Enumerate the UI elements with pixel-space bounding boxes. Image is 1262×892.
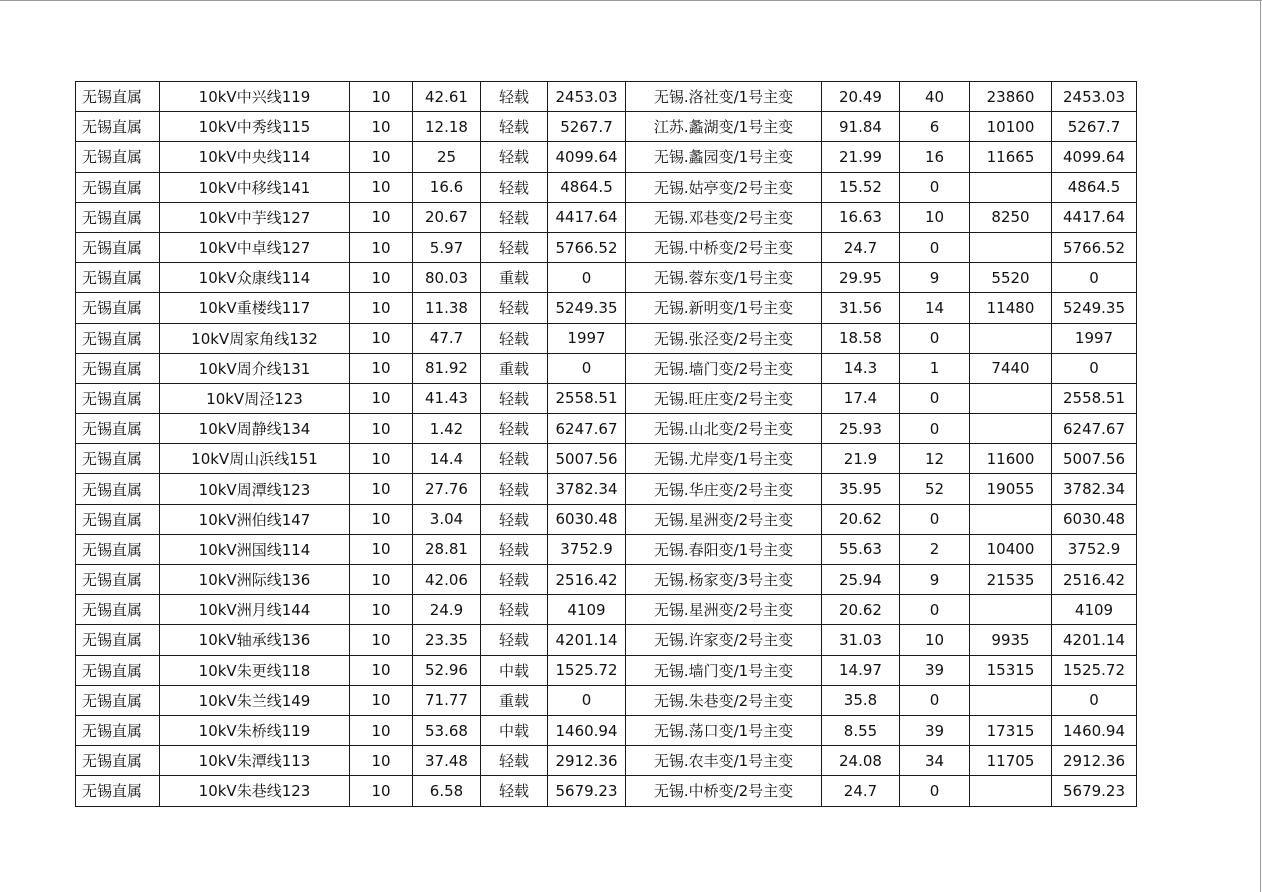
transformer-load-rate-cell: 14.97 [822, 655, 900, 685]
unit-cell: 无锡直属 [76, 715, 160, 745]
transformer-load-rate-cell: 21.99 [822, 142, 900, 172]
transformer-load-rate-cell: 35.8 [822, 685, 900, 715]
available-capacity-cell: 5249.35 [548, 293, 626, 323]
line-name-cell: 10kV朱潭线113 [160, 746, 350, 776]
voltage-cell: 10 [350, 142, 413, 172]
voltage-cell: 10 [350, 353, 413, 383]
line-name-cell: 10kV中卓线127 [160, 232, 350, 262]
unit-cell: 无锡直属 [76, 383, 160, 413]
line-name-cell: 10kV周潭线123 [160, 474, 350, 504]
load-rate-cell: 1.42 [413, 414, 481, 444]
transformer-cell: 无锡.杨家变/3号主变 [626, 565, 822, 595]
transformer-cell: 无锡.星洲变/2号主变 [626, 595, 822, 625]
table-row [76, 383, 1137, 413]
transformer-load-rate-cell: 91.84 [822, 112, 900, 142]
unit-cell: 无锡直属 [76, 293, 160, 323]
voltage-cell: 10 [350, 474, 413, 504]
unit-cell: 无锡直属 [76, 414, 160, 444]
transformer-load-rate-cell: 17.4 [822, 383, 900, 413]
remaining-capacity-cell: 1460.94 [1052, 715, 1137, 745]
available-capacity-cell: 2558.51 [548, 383, 626, 413]
unit-cell: 无锡直属 [76, 625, 160, 655]
load-status-cell: 重载 [481, 263, 548, 293]
count-cell: 39 [900, 715, 970, 745]
count-cell: 10 [900, 625, 970, 655]
table-row [76, 474, 1137, 504]
transformer-cell: 无锡.中桥变/2号主变 [626, 232, 822, 262]
unit-cell: 无锡直属 [76, 655, 160, 685]
transformer-load-rate-cell: 20.62 [822, 504, 900, 534]
table-row [76, 353, 1137, 383]
remaining-capacity-cell: 4201.14 [1052, 625, 1137, 655]
load-status-cell: 轻载 [481, 444, 548, 474]
table-row [76, 565, 1137, 595]
capacity-cell: 8250 [970, 202, 1052, 232]
load-rate-cell: 16.6 [413, 172, 481, 202]
voltage-cell: 10 [350, 202, 413, 232]
transformer-load-rate-cell: 31.56 [822, 293, 900, 323]
remaining-capacity-cell: 4099.64 [1052, 142, 1137, 172]
table-row [76, 685, 1137, 715]
table-row [76, 655, 1137, 685]
voltage-cell: 10 [350, 595, 413, 625]
remaining-capacity-cell: 0 [1052, 685, 1137, 715]
load-rate-cell: 42.61 [413, 82, 481, 112]
capacity-cell: 9935 [970, 625, 1052, 655]
remaining-capacity-cell: 2558.51 [1052, 383, 1137, 413]
transformer-cell: 无锡.春阳变/1号主变 [626, 534, 822, 564]
transformer-cell: 无锡.姑亭变/2号主变 [626, 172, 822, 202]
remaining-capacity-cell: 1525.72 [1052, 655, 1137, 685]
line-name-cell: 10kV朱兰线149 [160, 685, 350, 715]
load-status-cell: 轻载 [481, 383, 548, 413]
line-name-cell: 10kV周山浜线151 [160, 444, 350, 474]
load-status-cell: 轻载 [481, 293, 548, 323]
table-row [76, 504, 1137, 534]
line-name-cell: 10kV轴承线136 [160, 625, 350, 655]
transformer-cell: 无锡.中桥变/2号主变 [626, 776, 822, 806]
remaining-capacity-cell: 0 [1052, 353, 1137, 383]
line-name-cell: 10kV朱桥线119 [160, 715, 350, 745]
voltage-cell: 10 [350, 82, 413, 112]
transformer-load-rate-cell: 14.3 [822, 353, 900, 383]
count-cell: 9 [900, 263, 970, 293]
remaining-capacity-cell: 2453.03 [1052, 82, 1137, 112]
load-rate-cell: 24.9 [413, 595, 481, 625]
remaining-capacity-cell: 3752.9 [1052, 534, 1137, 564]
unit-cell: 无锡直属 [76, 232, 160, 262]
available-capacity-cell: 1525.72 [548, 655, 626, 685]
line-name-cell: 10kV洲际线136 [160, 565, 350, 595]
count-cell: 16 [900, 142, 970, 172]
voltage-cell: 10 [350, 746, 413, 776]
available-capacity-cell: 4864.5 [548, 172, 626, 202]
available-capacity-cell: 0 [548, 685, 626, 715]
voltage-cell: 10 [350, 715, 413, 745]
voltage-cell: 10 [350, 776, 413, 806]
remaining-capacity-cell: 1997 [1052, 323, 1137, 353]
transformer-load-rate-cell: 21.9 [822, 444, 900, 474]
load-status-cell: 轻载 [481, 534, 548, 564]
table-row [76, 112, 1137, 142]
remaining-capacity-cell: 5766.52 [1052, 232, 1137, 262]
load-rate-cell: 14.4 [413, 444, 481, 474]
voltage-cell: 10 [350, 383, 413, 413]
voltage-cell: 10 [350, 293, 413, 323]
load-status-cell: 轻载 [481, 625, 548, 655]
line-name-cell: 10kV洲伯线147 [160, 504, 350, 534]
count-cell: 0 [900, 776, 970, 806]
load-rate-cell: 53.68 [413, 715, 481, 745]
available-capacity-cell: 5679.23 [548, 776, 626, 806]
unit-cell: 无锡直属 [76, 112, 160, 142]
load-status-cell: 重载 [481, 685, 548, 715]
count-cell: 52 [900, 474, 970, 504]
load-rate-cell: 52.96 [413, 655, 481, 685]
unit-cell: 无锡直属 [76, 323, 160, 353]
voltage-cell: 10 [350, 414, 413, 444]
available-capacity-cell: 6030.48 [548, 504, 626, 534]
line-name-cell: 10kV重楼线117 [160, 293, 350, 323]
load-status-cell: 轻载 [481, 474, 548, 504]
load-rate-cell: 71.77 [413, 685, 481, 715]
count-cell: 14 [900, 293, 970, 323]
transformer-cell: 无锡.农丰变/1号主变 [626, 746, 822, 776]
load-status-cell: 中载 [481, 655, 548, 685]
voltage-cell: 10 [350, 232, 413, 262]
transformer-load-rate-cell: 35.95 [822, 474, 900, 504]
transformer-cell: 无锡.许家变/2号主变 [626, 625, 822, 655]
unit-cell: 无锡直属 [76, 565, 160, 595]
table-row [76, 595, 1137, 625]
available-capacity-cell: 4417.64 [548, 202, 626, 232]
unit-cell: 无锡直属 [76, 202, 160, 232]
transformer-cell: 无锡.山北变/2号主变 [626, 414, 822, 444]
remaining-capacity-cell: 5679.23 [1052, 776, 1137, 806]
transformer-cell: 无锡.新明变/1号主变 [626, 293, 822, 323]
load-status-cell: 轻载 [481, 504, 548, 534]
capacity-cell: 21535 [970, 565, 1052, 595]
count-cell: 0 [900, 414, 970, 444]
available-capacity-cell: 1997 [548, 323, 626, 353]
available-capacity-cell: 0 [548, 353, 626, 383]
transformer-load-rate-cell: 20.49 [822, 82, 900, 112]
line-name-cell: 10kV洲月线144 [160, 595, 350, 625]
transformer-cell: 无锡.华庄变/2号主变 [626, 474, 822, 504]
table-row [76, 414, 1137, 444]
load-rate-cell: 5.97 [413, 232, 481, 262]
load-status-cell: 轻载 [481, 82, 548, 112]
load-status-cell: 轻载 [481, 746, 548, 776]
available-capacity-cell: 1460.94 [548, 715, 626, 745]
table-row [76, 142, 1137, 172]
load-rate-cell: 41.43 [413, 383, 481, 413]
transformer-cell: 无锡.星洲变/2号主变 [626, 504, 822, 534]
table-row [76, 746, 1137, 776]
capacity-cell [970, 685, 1052, 715]
load-status-cell: 轻载 [481, 142, 548, 172]
capacity-cell: 10100 [970, 112, 1052, 142]
count-cell: 0 [900, 685, 970, 715]
feeder-load-table [75, 81, 1137, 807]
voltage-cell: 10 [350, 444, 413, 474]
load-rate-cell: 20.67 [413, 202, 481, 232]
load-rate-cell: 11.38 [413, 293, 481, 323]
remaining-capacity-cell: 2912.36 [1052, 746, 1137, 776]
transformer-load-rate-cell: 15.52 [822, 172, 900, 202]
table-row [76, 715, 1137, 745]
count-cell: 40 [900, 82, 970, 112]
capacity-cell [970, 595, 1052, 625]
capacity-cell [970, 414, 1052, 444]
transformer-cell: 无锡.蠡园变/1号主变 [626, 142, 822, 172]
line-name-cell: 10kV周静线134 [160, 414, 350, 444]
capacity-cell [970, 504, 1052, 534]
transformer-load-rate-cell: 24.7 [822, 776, 900, 806]
remaining-capacity-cell: 4109 [1052, 595, 1137, 625]
capacity-cell: 15315 [970, 655, 1052, 685]
available-capacity-cell: 2453.03 [548, 82, 626, 112]
unit-cell: 无锡直属 [76, 595, 160, 625]
transformer-load-rate-cell: 25.93 [822, 414, 900, 444]
line-name-cell: 10kV洲国线114 [160, 534, 350, 564]
transformer-cell: 江苏.蠡湖变/1号主变 [626, 112, 822, 142]
transformer-load-rate-cell: 55.63 [822, 534, 900, 564]
voltage-cell: 10 [350, 625, 413, 655]
transformer-cell: 无锡.朱巷变/2号主变 [626, 685, 822, 715]
count-cell: 39 [900, 655, 970, 685]
capacity-cell: 5520 [970, 263, 1052, 293]
available-capacity-cell: 2516.42 [548, 565, 626, 595]
voltage-cell: 10 [350, 263, 413, 293]
line-name-cell: 10kV中芋线127 [160, 202, 350, 232]
capacity-cell: 7440 [970, 353, 1052, 383]
load-status-cell: 轻载 [481, 202, 548, 232]
capacity-cell: 17315 [970, 715, 1052, 745]
count-cell: 10 [900, 202, 970, 232]
capacity-cell: 11480 [970, 293, 1052, 323]
available-capacity-cell: 3752.9 [548, 534, 626, 564]
table-row [76, 172, 1137, 202]
table-row [76, 82, 1137, 112]
remaining-capacity-cell: 3782.34 [1052, 474, 1137, 504]
remaining-capacity-cell: 5249.35 [1052, 293, 1137, 323]
count-cell: 34 [900, 746, 970, 776]
count-cell: 0 [900, 595, 970, 625]
capacity-cell [970, 323, 1052, 353]
line-name-cell: 10kV周泾123 [160, 383, 350, 413]
unit-cell: 无锡直属 [76, 746, 160, 776]
transformer-cell: 无锡.张泾变/2号主变 [626, 323, 822, 353]
count-cell: 0 [900, 504, 970, 534]
table-row [76, 202, 1137, 232]
table-row [76, 534, 1137, 564]
transformer-load-rate-cell: 24.7 [822, 232, 900, 262]
count-cell: 0 [900, 323, 970, 353]
page-right-border [1260, 0, 1261, 892]
capacity-cell [970, 232, 1052, 262]
available-capacity-cell: 4099.64 [548, 142, 626, 172]
count-cell: 9 [900, 565, 970, 595]
transformer-cell: 无锡.邓巷变/2号主变 [626, 202, 822, 232]
voltage-cell: 10 [350, 504, 413, 534]
remaining-capacity-cell: 5267.7 [1052, 112, 1137, 142]
transformer-cell: 无锡.蓉东变/1号主变 [626, 263, 822, 293]
remaining-capacity-cell: 4417.64 [1052, 202, 1137, 232]
unit-cell: 无锡直属 [76, 504, 160, 534]
unit-cell: 无锡直属 [76, 685, 160, 715]
remaining-capacity-cell: 4864.5 [1052, 172, 1137, 202]
load-rate-cell: 25 [413, 142, 481, 172]
capacity-cell: 23860 [970, 82, 1052, 112]
transformer-load-rate-cell: 8.55 [822, 715, 900, 745]
count-cell: 0 [900, 383, 970, 413]
unit-cell: 无锡直属 [76, 444, 160, 474]
available-capacity-cell: 4201.14 [548, 625, 626, 655]
count-cell: 1 [900, 353, 970, 383]
table-row [76, 293, 1137, 323]
capacity-cell: 10400 [970, 534, 1052, 564]
page-top-border [0, 0, 1262, 1]
line-name-cell: 10kV中移线141 [160, 172, 350, 202]
line-name-cell: 10kV朱更线118 [160, 655, 350, 685]
available-capacity-cell: 5007.56 [548, 444, 626, 474]
unit-cell: 无锡直属 [76, 142, 160, 172]
count-cell: 12 [900, 444, 970, 474]
voltage-cell: 10 [350, 323, 413, 353]
line-name-cell: 10kV周介线131 [160, 353, 350, 383]
remaining-capacity-cell: 5007.56 [1052, 444, 1137, 474]
transformer-cell: 无锡.墙门变/2号主变 [626, 353, 822, 383]
capacity-cell: 11665 [970, 142, 1052, 172]
table-row [76, 323, 1137, 353]
count-cell: 0 [900, 172, 970, 202]
voltage-cell: 10 [350, 655, 413, 685]
voltage-cell: 10 [350, 172, 413, 202]
load-rate-cell: 47.7 [413, 323, 481, 353]
transformer-load-rate-cell: 29.95 [822, 263, 900, 293]
remaining-capacity-cell: 2516.42 [1052, 565, 1137, 595]
transformer-cell: 无锡.尤岸变/1号主变 [626, 444, 822, 474]
capacity-cell: 11600 [970, 444, 1052, 474]
load-status-cell: 中载 [481, 715, 548, 745]
transformer-load-rate-cell: 16.63 [822, 202, 900, 232]
capacity-cell: 11705 [970, 746, 1052, 776]
unit-cell: 无锡直属 [76, 474, 160, 504]
load-rate-cell: 27.76 [413, 474, 481, 504]
available-capacity-cell: 4109 [548, 595, 626, 625]
line-name-cell: 10kV中央线114 [160, 142, 350, 172]
unit-cell: 无锡直属 [76, 82, 160, 112]
unit-cell: 无锡直属 [76, 353, 160, 383]
line-name-cell: 10kV中兴线119 [160, 82, 350, 112]
voltage-cell: 10 [350, 534, 413, 564]
available-capacity-cell: 3782.34 [548, 474, 626, 504]
load-rate-cell: 6.58 [413, 776, 481, 806]
voltage-cell: 10 [350, 112, 413, 142]
table-row [76, 625, 1137, 655]
line-name-cell: 10kV周家角线132 [160, 323, 350, 353]
unit-cell: 无锡直属 [76, 172, 160, 202]
capacity-cell [970, 776, 1052, 806]
unit-cell: 无锡直属 [76, 534, 160, 564]
count-cell: 6 [900, 112, 970, 142]
table-row [76, 444, 1137, 474]
table-body [76, 82, 1137, 807]
table-row [76, 776, 1137, 806]
remaining-capacity-cell: 0 [1052, 263, 1137, 293]
load-status-cell: 轻载 [481, 565, 548, 595]
load-status-cell: 轻载 [481, 323, 548, 353]
load-rate-cell: 42.06 [413, 565, 481, 595]
transformer-cell: 无锡.墙门变/1号主变 [626, 655, 822, 685]
available-capacity-cell: 2912.36 [548, 746, 626, 776]
available-capacity-cell: 5267.7 [548, 112, 626, 142]
available-capacity-cell: 0 [548, 263, 626, 293]
table-row [76, 232, 1137, 262]
load-rate-cell: 28.81 [413, 534, 481, 564]
voltage-cell: 10 [350, 685, 413, 715]
load-rate-cell: 81.92 [413, 353, 481, 383]
available-capacity-cell: 5766.52 [548, 232, 626, 262]
remaining-capacity-cell: 6247.67 [1052, 414, 1137, 444]
load-rate-cell: 37.48 [413, 746, 481, 776]
unit-cell: 无锡直属 [76, 263, 160, 293]
transformer-load-rate-cell: 25.94 [822, 565, 900, 595]
line-name-cell: 10kV中秀线115 [160, 112, 350, 142]
capacity-cell: 19055 [970, 474, 1052, 504]
transformer-cell: 无锡.旺庄变/2号主变 [626, 383, 822, 413]
capacity-cell [970, 172, 1052, 202]
remaining-capacity-cell: 6030.48 [1052, 504, 1137, 534]
load-status-cell: 重载 [481, 353, 548, 383]
load-rate-cell: 80.03 [413, 263, 481, 293]
count-cell: 2 [900, 534, 970, 564]
transformer-load-rate-cell: 18.58 [822, 323, 900, 353]
transformer-load-rate-cell: 20.62 [822, 595, 900, 625]
transformer-cell: 无锡.洛社变/1号主变 [626, 82, 822, 112]
load-rate-cell: 23.35 [413, 625, 481, 655]
load-status-cell: 轻载 [481, 172, 548, 202]
capacity-cell [970, 383, 1052, 413]
line-name-cell: 10kV众康线114 [160, 263, 350, 293]
load-status-cell: 轻载 [481, 414, 548, 444]
load-status-cell: 轻载 [481, 595, 548, 625]
count-cell: 0 [900, 232, 970, 262]
load-status-cell: 轻载 [481, 112, 548, 142]
transformer-cell: 无锡.荡口变/1号主变 [626, 715, 822, 745]
load-status-cell: 轻载 [481, 232, 548, 262]
unit-cell: 无锡直属 [76, 776, 160, 806]
load-status-cell: 轻载 [481, 776, 548, 806]
available-capacity-cell: 6247.67 [548, 414, 626, 444]
transformer-load-rate-cell: 31.03 [822, 625, 900, 655]
load-rate-cell: 3.04 [413, 504, 481, 534]
voltage-cell: 10 [350, 565, 413, 595]
line-name-cell: 10kV朱巷线123 [160, 776, 350, 806]
transformer-load-rate-cell: 24.08 [822, 746, 900, 776]
load-rate-cell: 12.18 [413, 112, 481, 142]
table-row [76, 263, 1137, 293]
